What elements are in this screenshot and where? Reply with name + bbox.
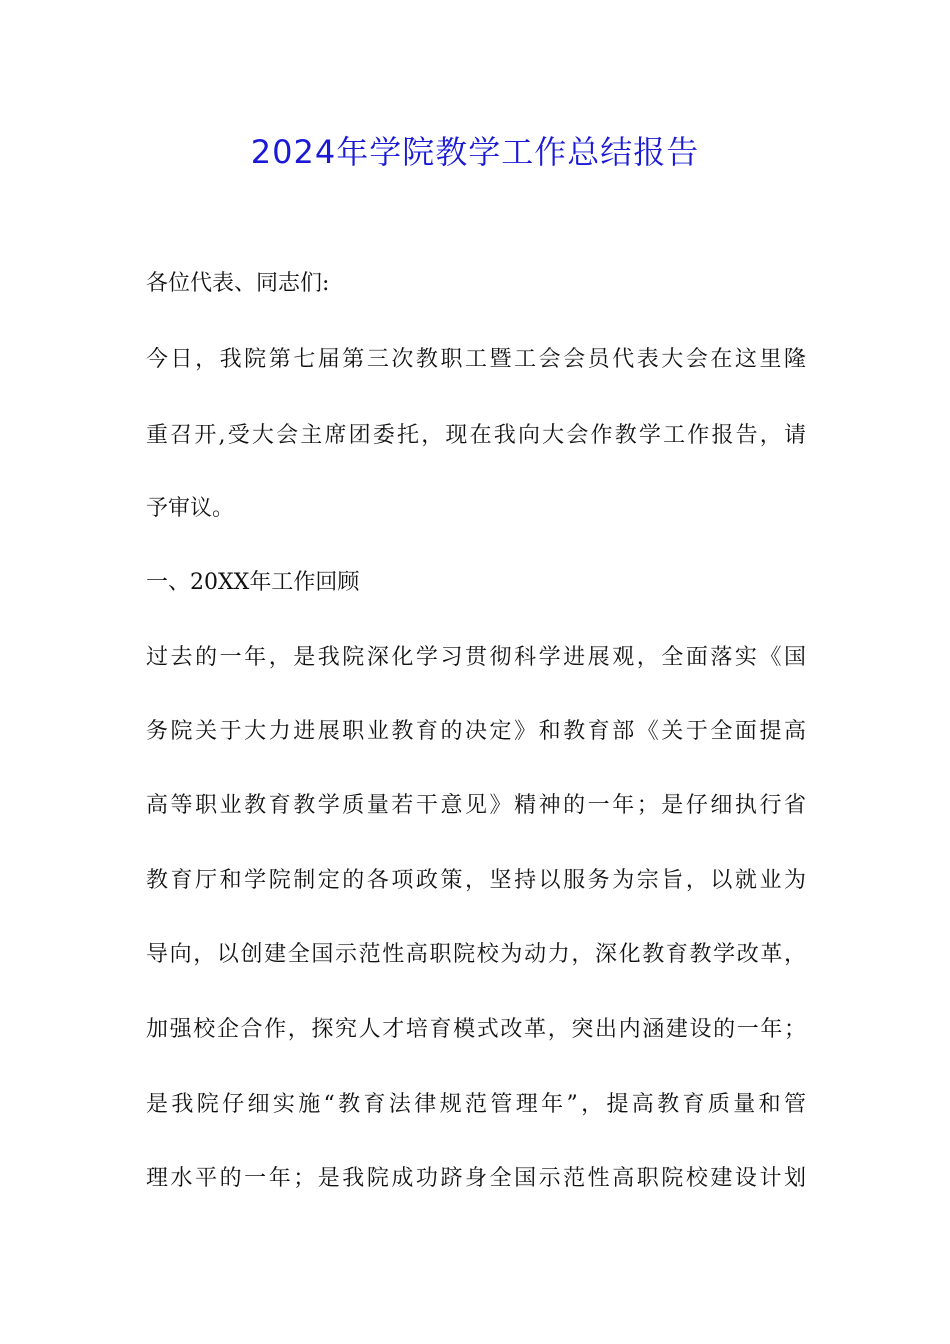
body-text-line: 理水平的一年；是我院成功跻身全国示范性高职院校建设计划 — [146, 1166, 806, 1191]
body-text-line: 教育厅和学院制定的各项政策，坚持以服务为宗旨，以就业为 — [146, 868, 806, 893]
body-text-line: 导向，以创建全国示范性高职院校为动力，深化教育教学改革， — [146, 942, 806, 967]
body-text-line: 今日，我院第七届第三次教职工暨工会会员代表大会在这里隆 — [146, 347, 806, 372]
body-text-line: 加强校企合作，探究人才培育模式改革，突出内涵建设的一年； — [146, 1017, 806, 1042]
body-text-line: 务院关于大力进展职业教育的决定》和教育部《关于全面提高 — [146, 719, 806, 744]
salutation-line: 各位代表、同志们: — [146, 271, 330, 296]
section-heading: 一、20XX年工作回顾 — [146, 570, 360, 595]
body-text-line: 过去的一年，是我院深化学习贯彻科学进展观，全面落实《国 — [146, 645, 806, 670]
body-text-line: 高等职业教育教学质量若干意见》精神的一年；是仔细执行省 — [146, 793, 806, 818]
document-title: 2024年学院教学工作总结报告 — [250, 133, 700, 171]
body-text-line: 是我院仔细实施“教育法律规范管理年”，提高教育质量和管 — [146, 1092, 806, 1117]
body-text-line: 予审议。 — [146, 496, 235, 521]
body-text-line: 重召开,受大会主席团委托，现在我向大会作教学工作报告，请 — [146, 423, 806, 448]
